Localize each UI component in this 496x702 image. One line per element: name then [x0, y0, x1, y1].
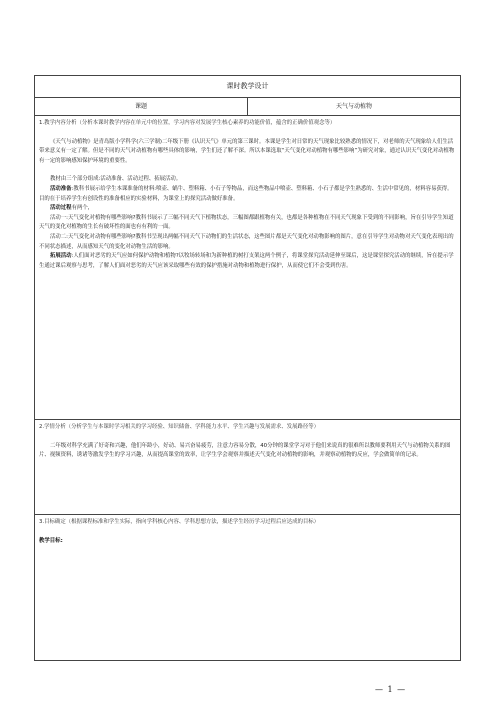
extension-text: :人们面对恶劣的天气应如何保护动物和植物?以牧场转场和为新种植的树打支架这两个例子，将课堂探究活动延伸至课后，这是课堂探究活动的继续，旨在提示学生通过课后观察与思考，了解人们面对恶劣的天气应该采取哪些有效的保护措施对动物和植物进行保护，从而使它们不会受到伤害。 — [39, 253, 454, 269]
activity2-paragraph: 活动二:天气变化对动物有哪些影响?教科书呈现出两幅不同天气下动物们的生活状态，这些图片都是天气变化对动物影响的图片，意在引导学生对动物对天气变化表现出的不同状态描述，从而感知天气的变化对动物生活的影响。 — [39, 233, 454, 250]
topic-value: 天气与动植物 — [248, 98, 461, 116]
section1-structure: 教材由三个部分组成:活动准备、活动过程、拓展活动。 — [50, 176, 182, 183]
goals-label: 教学目标: — [39, 537, 63, 544]
table-title: 课时教学设计 — [35, 76, 461, 98]
goals-section — [35, 515, 461, 661]
extension-label: 拓展活动 — [50, 253, 72, 260]
section2-paragraph: 二年级对科学充满了好奇和兴趣，他们年龄小，好动、易兴奋易疲劳，注意力容易分散，40分钟的课堂学习对于他们来说真的很难所以教师要利用天气与动植物关系的图片、视频资料，诱诸等激发学生的学习兴趣，从而提高课堂的效率，让学生学会观察并描述天气变化对动植物的影响，并观察动植物的反应，学会做简单的记录。 — [39, 442, 451, 459]
activity1-paragraph: 活动一:天气变化对植物有哪些影响?教科书展示了三幅不同天气下植物状态，三幅图都跟植物有关，也都是各种植物在不同天气现象下受到的不同影响，旨在引导学生知道天气的变化对植物的生长有破坏性的面也有有利的一面。 — [39, 214, 454, 231]
page-number: — 1 — — [375, 685, 407, 694]
section3-heading: 3.目标确定（根据课程标准和学生实际，指向学科核心内容、学科思想方法，描述学生经历学习过程后应达成的目标） — [39, 519, 320, 525]
process-label: 活动过程 — [50, 205, 72, 212]
prep-label: 活动准备 — [50, 185, 72, 192]
section1-paragraph: 《天气与动植物》是青岛版小学科学(六三学制)二年级下册《认识天气》单元的第三课时。本课是学生对日常的天气现象比较熟悉的情况下，对老师的天气现象给人们生活带来意义有一定了解。但是不同的天气对动植物有哪些具体的影响，学生们还了解不深。所以本课选取“天气变化对动植物有哪些影响”为研究对象，通过认识天气变化对动植物有一定的影响感知保护环境的重要性。 — [39, 138, 455, 164]
prep-paragraph — [39, 185, 456, 204]
prep-text: :教科书展示给学生本课准备的材料:喷壶、蜗牛、塑料箱、小石子等物品，而这些物品中喷壶、塑料箱、小石子都是学生熟悉的、生活中常见的，材料容易获得。目的在于培养学生有创设性的准备相应的实验材料，为课堂上的探究活动做好准备。 — [39, 185, 453, 202]
extension-paragraph — [39, 252, 456, 271]
learner-analysis-section — [35, 420, 461, 515]
section1-heading: 1.教学内容分析（分析本课时教学内容在单元中的位置，学习内容对发展学生核心素养的功能价值，蕴含的正确价值观念等） — [39, 120, 336, 126]
section2-heading: 2.学情分析（分析学生与本课时学习相关的学习经验、知识储备、学科能力水平、学生兴趣与发展需求、发展路径等） — [39, 424, 320, 430]
process-paragraph — [39, 204, 456, 214]
topic-label: 课题 — [35, 98, 248, 116]
content-analysis-section — [35, 116, 461, 420]
process-text: 有两个， — [71, 205, 94, 212]
lesson-plan-table — [34, 75, 461, 661]
